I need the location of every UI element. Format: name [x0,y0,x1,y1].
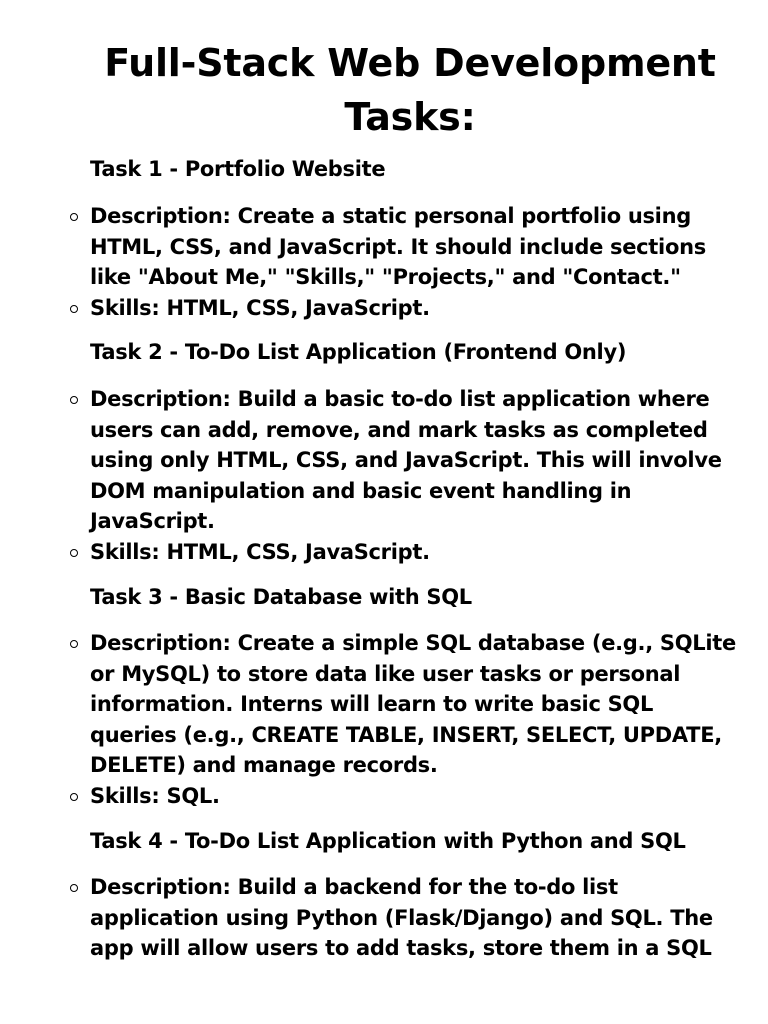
task-3-description: Description: Create a simple SQL database (e.g., SQLite or MySQL) to store data like user tasks or personal information. Interns will learn to write basic SQL queries (e.g., CREATE TABLE, INSERT, SELECT, UPDATE, DELETE) and manage records. [90,631,736,778]
list-item [90,293,740,324]
list-item [90,781,740,812]
task-heading-3: Task 3 - Basic Database with SQL [90,585,472,609]
task-1-skills: Skills: HTML, CSS, JavaScript. [90,295,430,320]
task-2-description: Description: Build a basic to-do list application where users can add, remove, and mark tasks as completed using only HTML, CSS, and JavaScript. This will involve DOM manipulation and basic event handling in JavaScript. [90,387,722,534]
hollow-circle-bullet-icon [70,396,78,404]
hollow-circle-bullet-icon [70,549,78,557]
task-heading-1: Task 1 - Portfolio Website [90,157,386,181]
hollow-circle-bullet-icon [70,213,78,221]
title-line-2: Tasks: [344,95,476,139]
task-1-bullets [90,201,740,323]
task-2-skills: Skills: HTML, CSS, JavaScript. [90,539,430,564]
list-item [90,201,740,293]
list-item [90,872,740,964]
task-heading-4: Task 4 - To-Do List Application with Python and SQL [90,829,686,853]
task-4-bullets [90,872,740,964]
list-item [90,384,740,537]
task-1-description: Description: Create a static personal portfolio using HTML, CSS, and JavaScript. It should include sections like "About Me," "Skills," "Projects," and "Contact." [90,204,706,290]
task-3-bullets [90,628,740,812]
list-item [90,628,740,781]
page-title [50,36,768,144]
task-3-skills: Skills: SQL. [90,783,220,808]
hollow-circle-bullet-icon [70,884,78,892]
task-heading-2: Task 2 - To-Do List Application (Frontend Only) [90,340,627,364]
task-2-bullets [90,384,740,568]
task-4-description: Description: Build a backend for the to-do list application using Python (Flask/Django) and SQL. The app will allow users to add tasks, store them in a SQL [90,875,713,961]
hollow-circle-bullet-icon [70,793,78,801]
list-item [90,537,740,568]
hollow-circle-bullet-icon [70,305,78,313]
title-line-1: Full-Stack Web Development [104,41,716,85]
hollow-circle-bullet-icon [70,640,78,648]
